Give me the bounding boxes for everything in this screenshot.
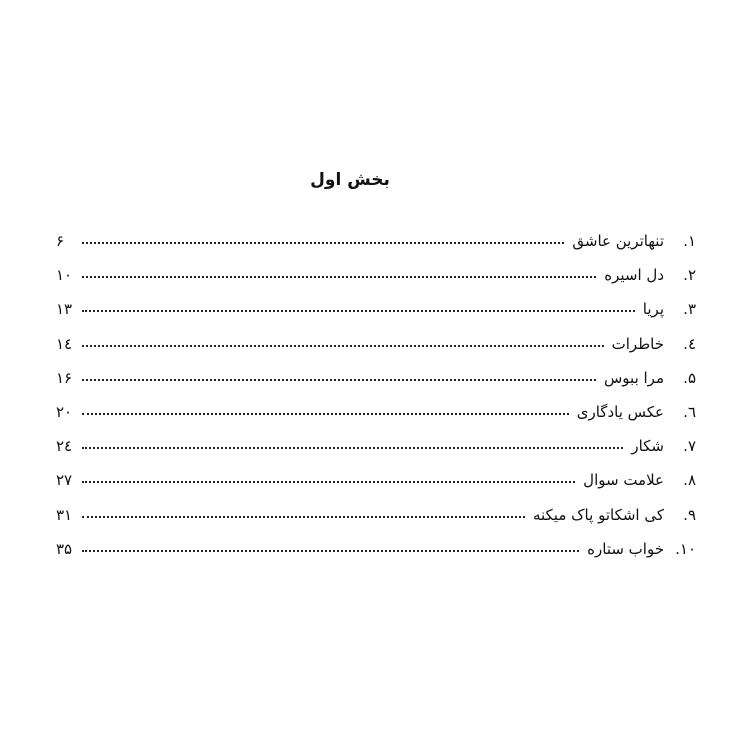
toc-entry [56,506,696,540]
dot-leader [82,515,525,518]
toc-entry-page: ۲۰ [56,402,73,421]
toc-entry-page: ۱۰ [56,266,73,285]
toc-entry-page: ۲۷ [56,471,73,490]
dot-leader [82,344,604,347]
toc-entry-number: ۸. [683,471,696,490]
toc-entry [56,335,696,369]
toc-entry-title: علامت سوال [583,471,664,490]
toc-entry-title: پریا [642,300,664,319]
dot-leader [82,241,564,244]
dot-leader [82,549,579,552]
toc-entry-title: مرا ببوس [603,368,664,387]
toc-entry-number: ۱۰. [675,539,696,558]
toc-entry-number: ۷. [683,437,696,456]
toc-entry-title: تنهاترین عاشق [572,232,664,250]
toc-entry-page: ۳۵ [56,539,73,558]
toc-entry [56,300,696,334]
toc-entry [56,403,696,437]
toc-entry [56,232,696,266]
toc-entry-number: ۵. [683,368,696,387]
dot-leader [82,446,623,449]
toc-entry-page: ۶ [56,232,65,250]
table-of-contents [56,232,696,574]
toc-entry [56,369,696,403]
toc-entry [56,437,696,471]
toc-entry-title: خواب ستاره [587,539,664,558]
dot-leader [82,309,635,312]
toc-entry-page: ۱۳ [56,300,73,319]
toc-entry-number: ۱. [683,232,696,250]
toc-entry-title: دل اسیره [604,266,664,285]
toc-entry-page: ۲٤ [56,437,73,456]
toc-entry [56,266,696,300]
toc-entry-number: ٦. [683,402,696,421]
section-title: بخش اول [310,170,390,190]
toc-entry-number: ۳. [683,300,696,319]
dot-leader [82,378,596,381]
toc-entry-number: ٤. [683,334,696,353]
toc-entry-number: ۹. [683,505,696,524]
toc-entry-number: ۲. [683,266,696,285]
toc-entry-title: شکار [631,437,664,456]
toc-entry-page: ١٤ [56,334,73,353]
toc-entry [56,471,696,505]
toc-entry-title: خاطرات [611,334,664,353]
toc-entry-page: ۱۶ [56,368,73,387]
toc-entry-title: کی اشکاتو پاک میکنه [532,505,664,524]
toc-entry-title: عکس یادگاری [576,402,664,421]
toc-entry [56,540,696,574]
dot-leader [82,412,569,415]
toc-entry-page: ۳۱ [56,505,73,524]
dot-leader [82,480,575,483]
dot-leader [82,275,596,278]
